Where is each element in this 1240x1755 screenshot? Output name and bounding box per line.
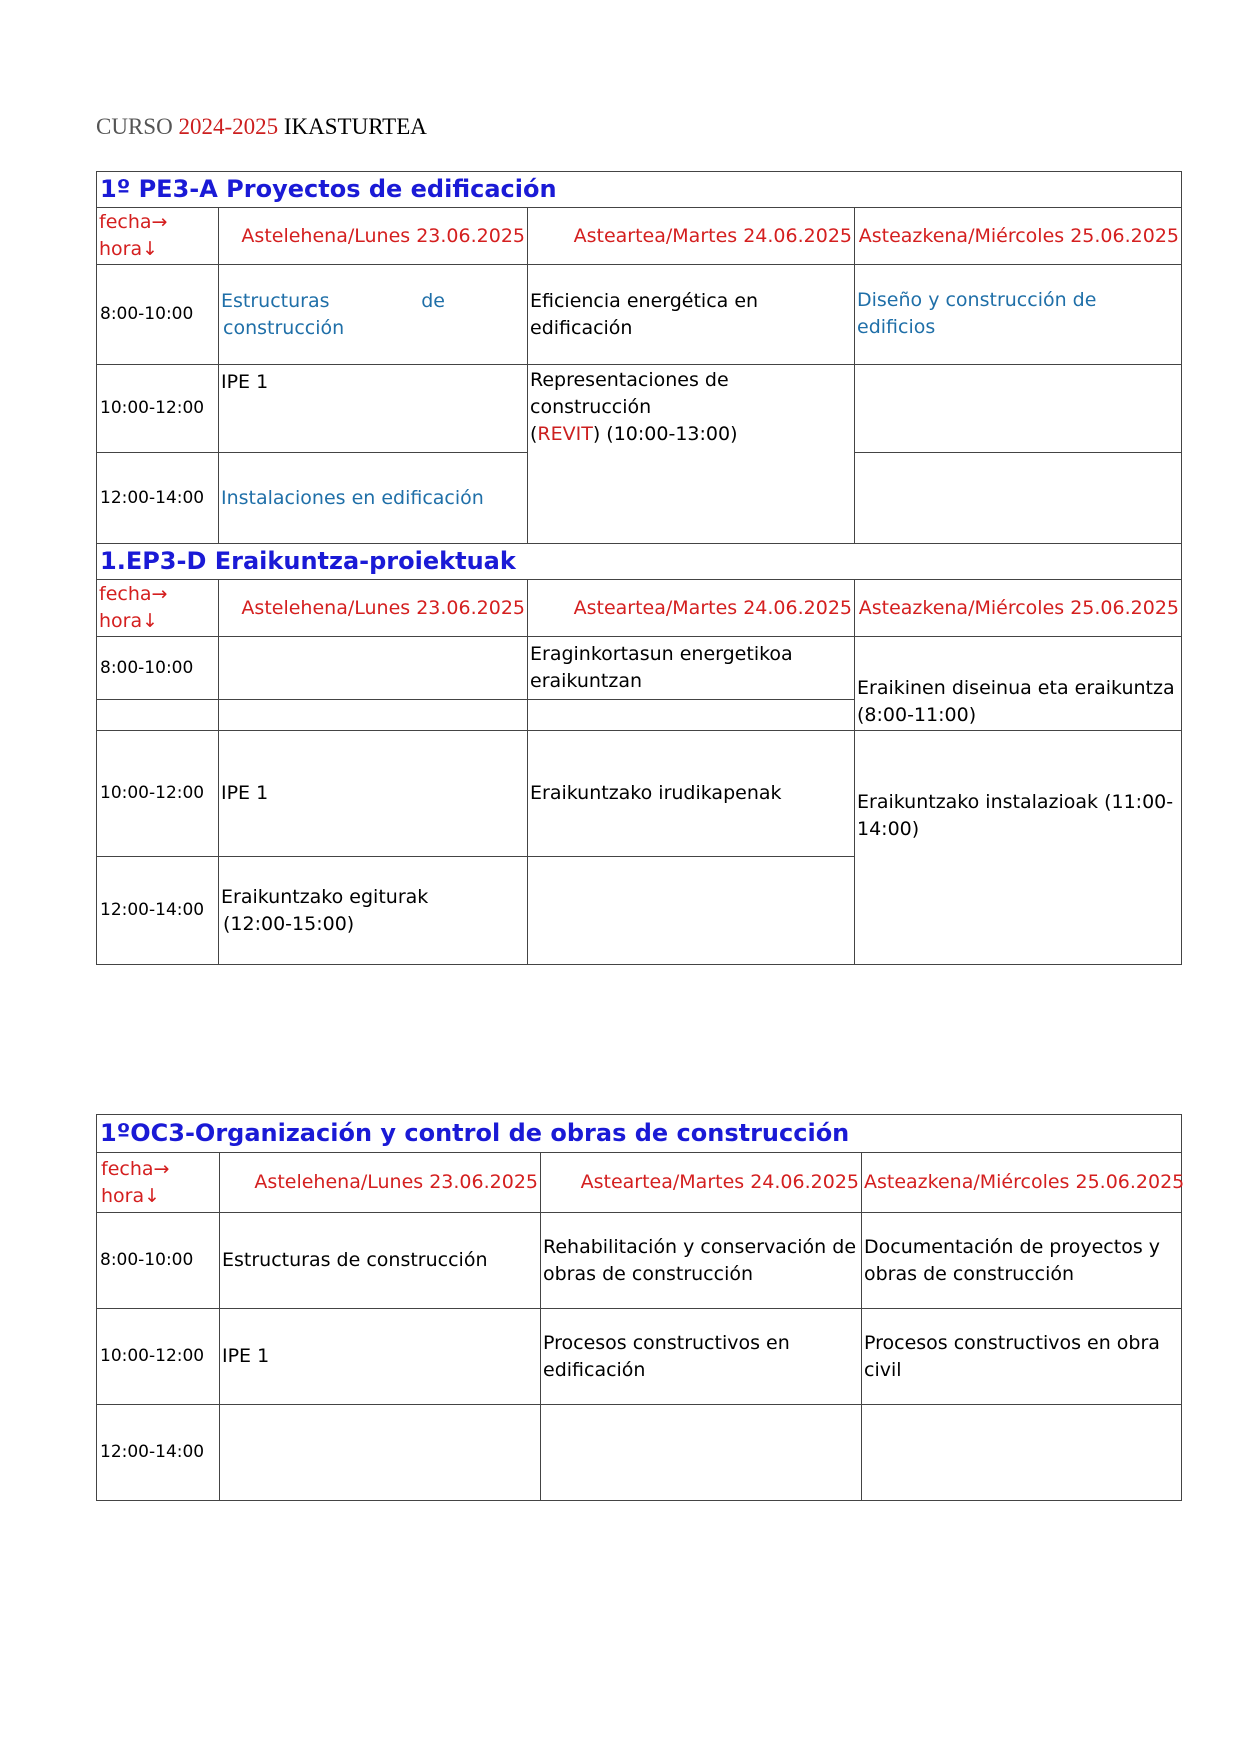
day-header-wednesday: Asteazkena/Miércoles 25.06.2025	[855, 580, 1182, 637]
subject-cell	[219, 857, 528, 965]
schedule-table-pe3a	[96, 171, 1182, 544]
hour-cell: 10:00-12:00	[97, 731, 219, 857]
hour-cell: 12:00-14:00	[97, 453, 219, 544]
empty-cell	[528, 857, 855, 965]
subject-text: (REVIT) (10:00-13:00)	[530, 423, 738, 445]
hour-cell: 12:00-14:00	[97, 1405, 220, 1501]
hour-cell: 8:00-10:00	[97, 637, 219, 700]
subject-cell: IPE 1	[219, 365, 528, 453]
day-header-tuesday: Asteartea/Martes 24.06.2025	[528, 580, 855, 637]
hora-label: hora↓	[99, 238, 159, 260]
course-label: CURSO	[96, 114, 173, 139]
empty-cell	[541, 1405, 862, 1501]
hour-cell: 8:00-10:00	[97, 265, 219, 365]
day-header-monday: Astelehena/Lunes 23.06.2025	[219, 208, 528, 265]
section-title: 1.EP3-D Eraikuntza-proiektuak	[97, 544, 1182, 580]
hora-label: hora↓	[99, 610, 159, 632]
subject-cell	[528, 365, 855, 544]
subject-cell: Eraginkortasun energetikoa eraikuntzan	[528, 637, 855, 700]
subject-cell: Procesos constructivos en edificación	[541, 1309, 862, 1405]
header-fecha-hora	[97, 580, 219, 637]
subject-cell: Estructuras de construcción	[220, 1213, 541, 1309]
subject-cell: Documentación de proyectos y obras de construcción	[862, 1213, 1182, 1309]
day-header-monday: Astelehena/Lunes 23.06.2025	[219, 580, 528, 637]
subject-cell: Instalaciones en edificación	[219, 453, 528, 544]
section-title: 1ºOC3-Organización y control de obras de construcción	[97, 1115, 1182, 1153]
section-title: 1º PE3-A Proyectos de edificación	[97, 172, 1182, 208]
fecha-label: fecha→	[101, 1157, 170, 1180]
hour-cell: 10:00-12:00	[97, 365, 219, 453]
subject-cell: IPE 1	[219, 731, 528, 857]
hour-cell: 8:00-10:00	[97, 1213, 220, 1309]
subject-cell	[219, 265, 528, 365]
empty-cell	[855, 453, 1182, 544]
fecha-label: fecha→	[99, 211, 168, 233]
header-fecha-hora	[97, 208, 219, 265]
subject-cell: IPE 1	[220, 1309, 541, 1405]
subject-text: Estructuras	[221, 289, 330, 312]
hour-cell: 10:00-12:00	[97, 1309, 220, 1405]
schedule-table-ep3d	[96, 543, 1182, 965]
subject-text: (12:00-15:00)	[223, 912, 355, 935]
revit-label: REVIT	[537, 423, 593, 445]
empty-cell	[219, 637, 528, 700]
hora-label: hora↓	[101, 1184, 161, 1207]
course-ikasturtea: IKASTURTEA	[283, 114, 427, 139]
empty-cell	[855, 365, 1182, 453]
day-header-wednesday: Asteazkena/Miércoles 25.06.2025	[855, 208, 1182, 265]
day-header-monday: Astelehena/Lunes 23.06.2025	[220, 1153, 541, 1213]
subject-cell: Eraikuntzako irudikapenak	[528, 731, 855, 857]
empty-cell	[220, 1405, 541, 1501]
subject-cell: Eraikuntzako instalazioak (11:00-14:00)	[855, 731, 1182, 965]
fecha-label: fecha→	[99, 583, 168, 605]
day-header-tuesday: Asteartea/Martes 24.06.2025	[528, 208, 855, 265]
day-header-tuesday: Asteartea/Martes 24.06.2025	[541, 1153, 862, 1213]
subject-cell: Eficiencia energética en edificación	[528, 265, 855, 365]
subject-cell: Rehabilitación y conservación de obras de construcción	[541, 1213, 862, 1309]
subject-text: Representaciones de construcción	[530, 369, 729, 418]
subject-text: de	[421, 289, 445, 312]
subject-cell: Eraikinen diseinua eta eraikuntza (8:00-11:00)	[855, 637, 1182, 731]
empty-cell	[862, 1405, 1182, 1501]
subject-cell: Procesos constructivos en obra civil	[862, 1309, 1182, 1405]
subject-text: Eraikuntzako egiturak	[221, 885, 429, 908]
subject-cell: Diseño y construcción de edificios	[855, 265, 1182, 365]
course-title	[96, 114, 427, 140]
subject-text: construcción	[223, 316, 345, 339]
header-fecha-hora	[97, 1153, 220, 1213]
course-years: 2024-2025	[178, 114, 279, 139]
day-header-wednesday: Asteazkena/Miércoles 25.06.2025	[862, 1153, 1182, 1213]
schedule-table-oc3	[96, 1114, 1185, 1501]
hour-cell: 12:00-14:00	[97, 857, 219, 965]
